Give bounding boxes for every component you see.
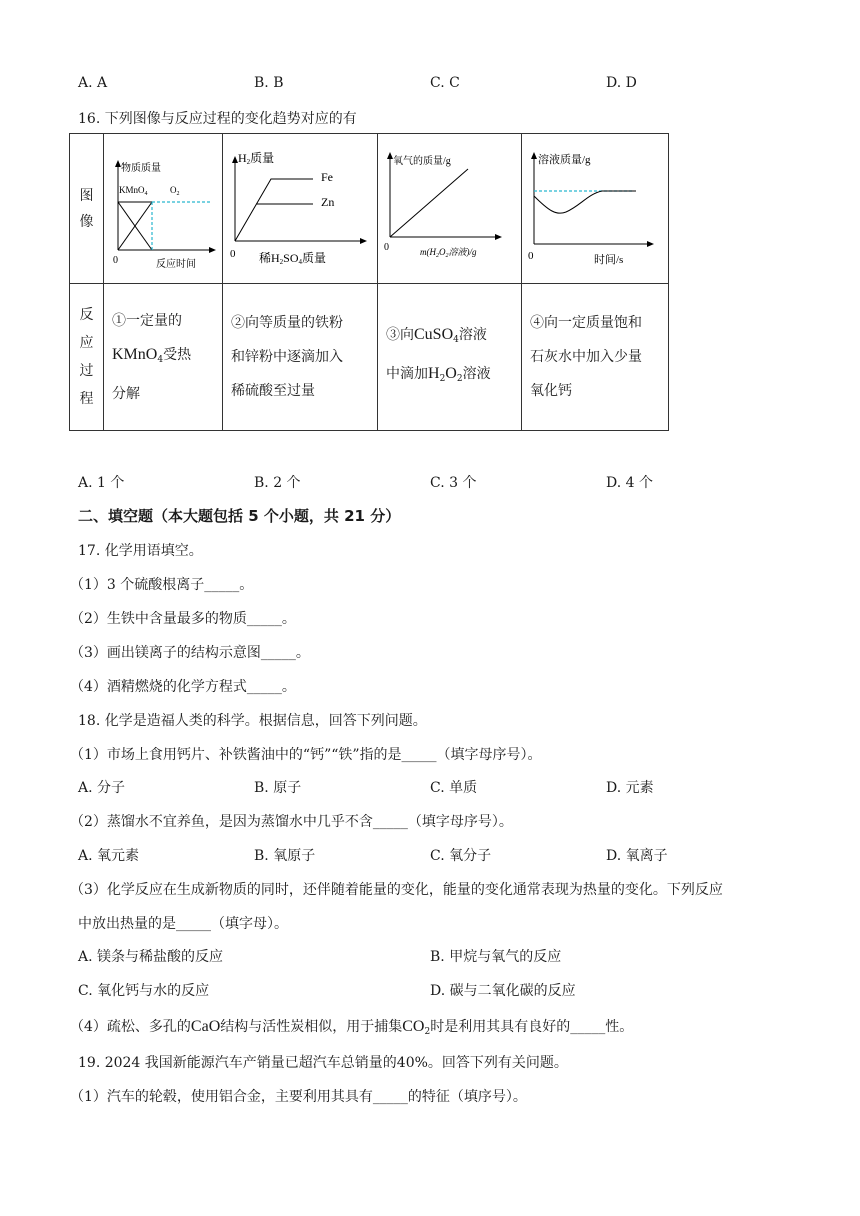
graph-4-cell (522, 134, 669, 284)
graph-3 (378, 134, 521, 279)
q16-option-b: B. 2 个 (254, 475, 301, 491)
process-3: ③向CuSO$_4$溶液 中滴加$H_2O_2$溶液 (378, 284, 522, 431)
q16-table (69, 133, 669, 431)
q18-p1-option-d: D. 元素 (606, 780, 654, 796)
process-2: ②向等质量的铁粉 和锌粉中逐滴加入 稀硫酸至过量 (223, 284, 378, 431)
q17-item-4: （4）酒精燃烧的化学方程式_____。 (70, 679, 296, 695)
q16-stem: 16. 下列图像与反应过程的变化趋势对应的有 (78, 111, 357, 127)
q18-p3-option-c: C. 氧化钙与水的反应 (78, 983, 210, 999)
graph-3-cell (378, 134, 522, 284)
graph-1-ylabel: 物质质量 (121, 163, 161, 174)
q18-stem: 18. 化学是造福人类的科学。根据信息，回答下列问题。 (78, 713, 427, 729)
graph-2 (223, 134, 377, 279)
graph-2-cell (223, 134, 378, 284)
q18-part-2: （2）蒸馏水不宜养鱼，是因为蒸馏水中几乎不含_____（填字母序号）。 (70, 814, 513, 830)
graph-2-series-fe: Fe (321, 170, 333, 184)
q19-stem: 19. 2024 我国新能源汽车产销量已超汽车总销量的40%。回答下列有关问题。 (78, 1055, 568, 1071)
q18-p1-option-a: A. 分子 (78, 780, 126, 796)
q18-p3-option-b: B. 甲烷与氧气的反应 (430, 949, 562, 965)
svg-text:0: 0 (230, 248, 236, 260)
graph-1-xlabel: 反应时间 (156, 259, 196, 270)
q18-p3-option-a: A. 镁条与稀盐酸的反应 (78, 949, 224, 965)
graph-2-series-zn: Zn (321, 195, 335, 209)
svg-text:稀H2SO4质量: 稀H2SO4质量 (259, 251, 327, 266)
q18-p1-option-b: B. 原子 (254, 780, 302, 796)
q18-part-3-line-1: （3）化学反应在生成新物质的同时，还伴随着能量的变化，能量的变化通常表现为热量的变化。下列反应 (70, 882, 723, 898)
graph-3-ylabel: 氧气的质量/g (393, 156, 451, 167)
q16-option-c: C. 3 个 (430, 475, 477, 491)
q18-part-1: （1）市场上食用钙片、补铁酱油中的“钙”“铁”指的是_____（填字母序号）。 (70, 747, 542, 763)
q16-option-a: A. 1 个 (78, 475, 125, 491)
row-label-image: 图 像 (70, 134, 104, 284)
q19-part-1: （1）汽车的轮毂，使用铝合金，主要利用其具有_____的特征（填序号）。 (70, 1089, 527, 1105)
svg-text:0: 0 (113, 255, 118, 266)
q18-p1-option-c: C. 单质 (430, 780, 478, 796)
q18-p2-option-a: A. 氧元素 (78, 848, 140, 864)
q18-part-4: （4）疏松、多孔的CaO结构与活性炭相似，用于捕集$CO_2$时是利用其具有良好的_____性。 (70, 1018, 634, 1037)
q15-option-d: D. D (606, 75, 637, 91)
q15-option-c: C. C (430, 75, 460, 91)
q15-option-a: A. A (78, 75, 108, 91)
graph-4-xlabel: 时间/s (594, 254, 624, 266)
graph-1-cell (104, 134, 223, 284)
q17-item-1: （1）3 个硫酸根离子_____。 (70, 577, 254, 593)
process-4: ④向一定质量饱和 石灰水中加入少量 氧化钙 (522, 284, 669, 431)
svg-text:KMnO4: KMnO$_4$ (119, 185, 148, 197)
q17-stem: 17. 化学用语填空。 (78, 543, 203, 559)
graph-4-ylabel: 溶液质量/g (538, 154, 591, 166)
svg-text:0: 0 (384, 242, 389, 253)
row-label-process: 反 应 过 程 (70, 284, 104, 431)
q17-item-2: （2）生铁中含量最多的物质_____。 (70, 611, 296, 627)
graph-4 (522, 134, 668, 279)
svg-text:m(H2O2溶液)/g: $m(H_2O_2$溶液)/g (420, 247, 477, 259)
graph-1 (104, 134, 222, 279)
process-1: ①一定量的 KMnO$_4$受热 分解 (104, 284, 223, 431)
q18-p3-option-d: D. 碳与二氧化碳的反应 (430, 983, 576, 999)
q15-option-b: B. B (254, 75, 284, 91)
section-2-title: 二、填空题（本大题包括 5 个小题，共 21 分） (78, 507, 401, 525)
q16-option-d: D. 4 个 (606, 475, 653, 491)
svg-text:O2: $O_2$ (170, 185, 180, 197)
q18-part-3-line-2: 中放出热量的是_____（填字母）。 (78, 916, 288, 932)
svg-text:H2质量: H2质量 (238, 151, 275, 166)
q17-item-3: （3）画出镁离子的结构示意图_____。 (70, 645, 310, 661)
svg-text:0: 0 (528, 250, 534, 262)
q18-p2-option-b: B. 氧原子 (254, 848, 316, 864)
q18-p2-option-c: C. 氧分子 (430, 848, 492, 864)
q18-p2-option-d: D. 氧离子 (606, 848, 668, 864)
